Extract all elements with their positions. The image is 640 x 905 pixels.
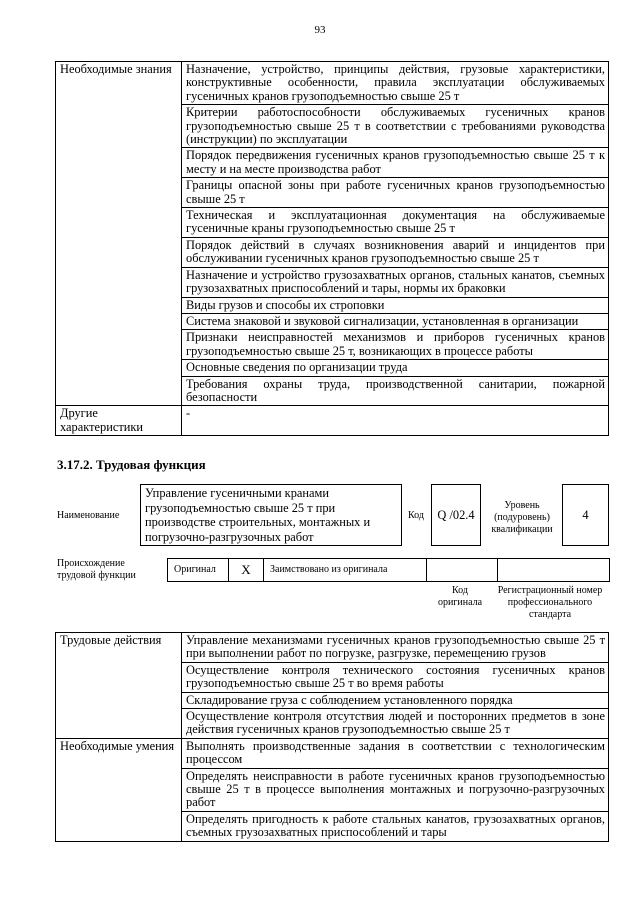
table-row (56, 738, 609, 768)
reg-number-caption: Регистрационный номер профессионального стандарта (497, 585, 603, 620)
knowledge-item: Техническая и эксплуатационная документация на обслуживаемые гусеничные краны грузоподъемностью свыше 25 т (182, 208, 609, 238)
knowledge-item: Назначение и устройство грузозахватных органов, стальных канатов, съемных грузозахватных приспособлений и тары, нормы их браковки (182, 267, 609, 297)
origin-table (167, 558, 610, 582)
actions-label: Трудовые действия (56, 633, 182, 739)
knowledge-item: Система знаковой и звуковой сигнализации, установленная в организации (182, 313, 609, 329)
name-label: Наименование (57, 510, 120, 521)
action-item: Осуществление контроля технического состояния гусеничных кранов грузоподъемностью свыше 25 т во время работы (182, 662, 609, 692)
other-characteristics-label: Другие характеристики (56, 406, 182, 436)
knowledge-label: Необходимые знания (56, 62, 182, 406)
function-code-box: Q /02.4 (431, 484, 481, 546)
knowledge-item: Назначение, устройство, принципы действия, грузовые характеристики, конструктивные особенности, правила эксплуатации обслуживаемых гусеничных кранов грузоподъемностью свыше 25 т (182, 62, 609, 105)
code-label: Код (408, 510, 424, 521)
level-box: 4 (562, 484, 609, 546)
table-row (56, 633, 609, 663)
level-label: Уровень (подуровень) квалификации (491, 500, 553, 535)
knowledge-item: Порядок действий в случаях возникновения аварий и инцидентов при обслуживании гусеничных кранов грузоподъемностью свыше 25 т (182, 237, 609, 267)
skill-item: Выполнять производственные задания в соответствии с технологическим процессом (182, 738, 609, 768)
code-original-cell (427, 559, 498, 582)
table-row (56, 406, 609, 436)
table-row (168, 559, 610, 582)
knowledge-item: Порядок передвижения гусеничных кранов грузоподъемностью свыше 25 т к месту и на месте производства работ (182, 148, 609, 178)
table-row (56, 62, 609, 105)
skills-label: Необходимые умения (56, 738, 182, 841)
original-mark: X (229, 559, 264, 582)
knowledge-item: Основные сведения по организации труда (182, 360, 609, 376)
knowledge-item: Требования охраны труда, производственной санитарии, пожарной безопасности (182, 376, 609, 406)
original-label: Оригинал (168, 559, 229, 582)
skill-item: Определять неисправности в работе гусеничных кранов грузоподъемностью свыше 25 т в процессе выполнения монтажных и погрузочно-разгрузочных работ (182, 768, 609, 811)
knowledge-item: Виды грузов и способы их строповки (182, 297, 609, 313)
function-name-box: Управление гусеничными кранами грузоподъемностью свыше 25 т при производстве строительных, монтажных и погрузочно-разгрузочных работ (140, 484, 402, 546)
action-item: Складирование груза с соблюдением установленного порядка (182, 692, 609, 708)
action-item: Управление механизмами гусеничных кранов грузоподъемностью свыше 25 т при выполнении работ по погрузке, разгрузке, перемещению грузов (182, 633, 609, 663)
section-heading: 3.17.2. Трудовая функция (57, 457, 206, 472)
code-original-caption: Код оригинала (437, 585, 483, 608)
knowledge-item: Границы опасной зоны при работе гусеничных кранов грузоподъемностью свыше 25 т (182, 178, 609, 208)
actions-skills-table (55, 632, 609, 842)
origin-label: Происхождение трудовой функции (57, 558, 136, 581)
reg-number-cell (498, 559, 610, 582)
other-characteristics-value: - (182, 406, 609, 436)
skill-item: Определять пригодность к работе стальных канатов, грузозахватных органов, съемных грузозахватных приспособлений и тары (182, 811, 609, 841)
knowledge-table (55, 61, 609, 436)
knowledge-item: Критерии работоспособности обслуживаемых гусеничных кранов грузоподъемностью свыше 25 т в соответствии с требованиями руководства (инструкции) по эксплуатации (182, 105, 609, 148)
page-number: 93 (314, 24, 326, 36)
borrowed-label: Заимствовано из оригинала (264, 559, 427, 582)
knowledge-item: Признаки неисправностей механизмов и приборов гусеничных кранов грузоподъемностью свыше 25 т, возникающих в процессе работы (182, 330, 609, 360)
action-item: Осуществление контроля отсутствия людей и посторонних предметов в зоне действия гусеничных кранов грузоподъемностью свыше 25 т (182, 709, 609, 739)
